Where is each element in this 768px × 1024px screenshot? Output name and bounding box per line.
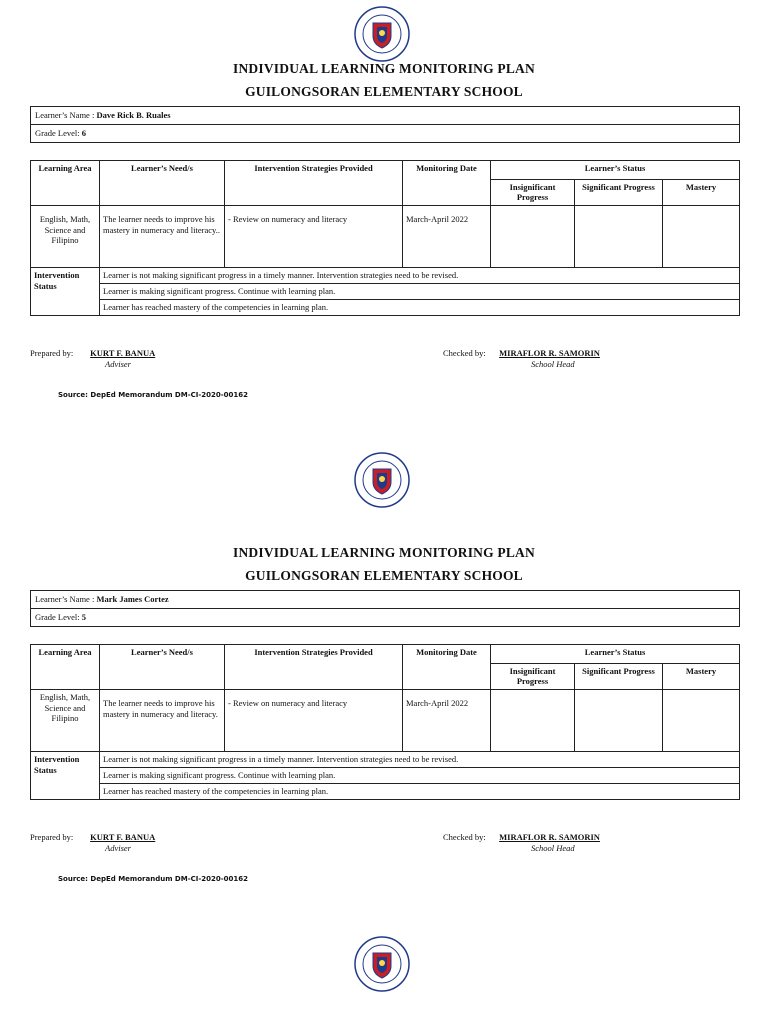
school-name: GUILONGSORAN ELEMENTARY SCHOOL <box>245 568 523 583</box>
head-role: School Head <box>531 843 575 853</box>
strategies-cell: - Review on numeracy and literacy <box>225 206 403 268</box>
learner-name-label: Learner’s Name : <box>35 594 95 604</box>
grade-level-value: 6 <box>81 128 86 138</box>
mastery-cell <box>663 206 740 268</box>
learner-name-value: Dave Rick B. Ruales <box>96 110 171 120</box>
col-learning-area: Learning Area <box>31 161 100 206</box>
col-insignificant: Insignificant Progress <box>491 180 575 206</box>
col-significant: Significant Progress <box>575 180 663 206</box>
col-needs: Learner’s Need/s <box>100 161 225 206</box>
adviser-name: KURT F. BANUA <box>90 832 156 842</box>
status-option-mastery: Learner has reached mastery of the competencies in learning plan. <box>100 300 740 316</box>
intervention-status-label: Intervention Status <box>31 268 100 316</box>
col-mastery: Mastery <box>663 180 740 206</box>
col-learner-status: Learner’s Status <box>491 161 740 180</box>
checked-by-label: Checked by: <box>443 832 486 842</box>
intervention-status-label: Intervention Status <box>31 752 100 800</box>
status-option-revise: Learner is not making significant progress in a timely manner. Intervention strategies need to be revised. <box>100 752 740 768</box>
checked-by-block <box>443 348 600 369</box>
insignificant-cell <box>491 690 575 752</box>
learner-info-box <box>30 590 740 627</box>
monitoring-form-1 <box>0 0 768 484</box>
head-name: MIRAFLOR R. SAMORIN <box>499 832 600 842</box>
adviser-role: Adviser <box>105 843 131 853</box>
deped-seal-icon <box>354 452 410 508</box>
learning-area-cell: English, Math, Science and Filipino <box>31 206 100 268</box>
status-option-continue: Learner is making significant progress. Continue with learning plan. <box>100 284 740 300</box>
learner-name-row <box>31 591 739 608</box>
strategies-cell: - Review on numeracy and literacy <box>225 690 403 752</box>
deped-seal-icon <box>354 936 410 992</box>
adviser-role: Adviser <box>105 359 131 369</box>
learner-info-box <box>30 106 740 143</box>
monitoring-date-cell: March-April 2022 <box>403 206 491 268</box>
learner-name-value: Mark James Cortez <box>96 594 169 604</box>
col-learner-status: Learner’s Status <box>491 645 740 664</box>
prepared-by-block <box>30 832 156 853</box>
source-note: Source: DepEd Memorandum DM-CI-2020-00162 <box>58 875 248 883</box>
head-name: MIRAFLOR R. SAMORIN <box>499 348 600 358</box>
significant-cell <box>575 690 663 752</box>
monitoring-table <box>30 160 740 316</box>
col-strategies: Intervention Strategies Provided <box>225 161 403 206</box>
deped-seal-icon <box>354 6 410 62</box>
status-option-continue: Learner is making significant progress. Continue with learning plan. <box>100 768 740 784</box>
grade-level-value: 5 <box>81 612 86 622</box>
checked-by-block <box>443 832 600 853</box>
col-monitoring-date: Monitoring Date <box>403 645 491 690</box>
adviser-name: KURT F. BANUA <box>90 348 156 358</box>
grade-level-row <box>31 608 739 626</box>
learning-area-cell: English, Math, Science and Filipino <box>31 690 100 752</box>
form-title: INDIVIDUAL LEARNING MONITORING PLAN <box>233 61 535 76</box>
grade-level-row <box>31 124 739 142</box>
learner-name-label: Learner’s Name : <box>35 110 95 120</box>
status-option-revise: Learner is not making significant progress in a timely manner. Intervention strategies need to be revised. <box>100 268 740 284</box>
insignificant-cell <box>491 206 575 268</box>
status-option-mastery: Learner has reached mastery of the competencies in learning plan. <box>100 784 740 800</box>
col-strategies: Intervention Strategies Provided <box>225 645 403 690</box>
needs-cell: The learner needs to improve his mastery in numeracy and literacy.. <box>100 206 225 268</box>
mastery-cell <box>663 690 740 752</box>
monitoring-table <box>30 644 740 800</box>
grade-level-label: Grade Level: <box>35 612 80 622</box>
significant-cell <box>575 206 663 268</box>
prepared-by-block <box>30 348 156 369</box>
col-insignificant: Insignificant Progress <box>491 664 575 690</box>
form-title: INDIVIDUAL LEARNING MONITORING PLAN <box>233 545 535 560</box>
col-needs: Learner’s Need/s <box>100 645 225 690</box>
source-note: Source: DepEd Memorandum DM-CI-2020-00162 <box>58 391 248 399</box>
head-role: School Head <box>531 359 575 369</box>
col-monitoring-date: Monitoring Date <box>403 161 491 206</box>
learner-name-row <box>31 107 739 124</box>
col-learning-area: Learning Area <box>31 645 100 690</box>
checked-by-label: Checked by: <box>443 348 486 358</box>
col-significant: Significant Progress <box>575 664 663 690</box>
prepared-by-label: Prepared by: <box>30 348 74 358</box>
school-name: GUILONGSORAN ELEMENTARY SCHOOL <box>245 84 523 99</box>
grade-level-label: Grade Level: <box>35 128 80 138</box>
monitoring-date-cell: March-April 2022 <box>403 690 491 752</box>
monitoring-form-2 <box>0 484 768 1024</box>
prepared-by-label: Prepared by: <box>30 832 74 842</box>
col-mastery: Mastery <box>663 664 740 690</box>
needs-cell: The learner needs to improve his mastery in numeracy and literacy. <box>100 690 225 752</box>
